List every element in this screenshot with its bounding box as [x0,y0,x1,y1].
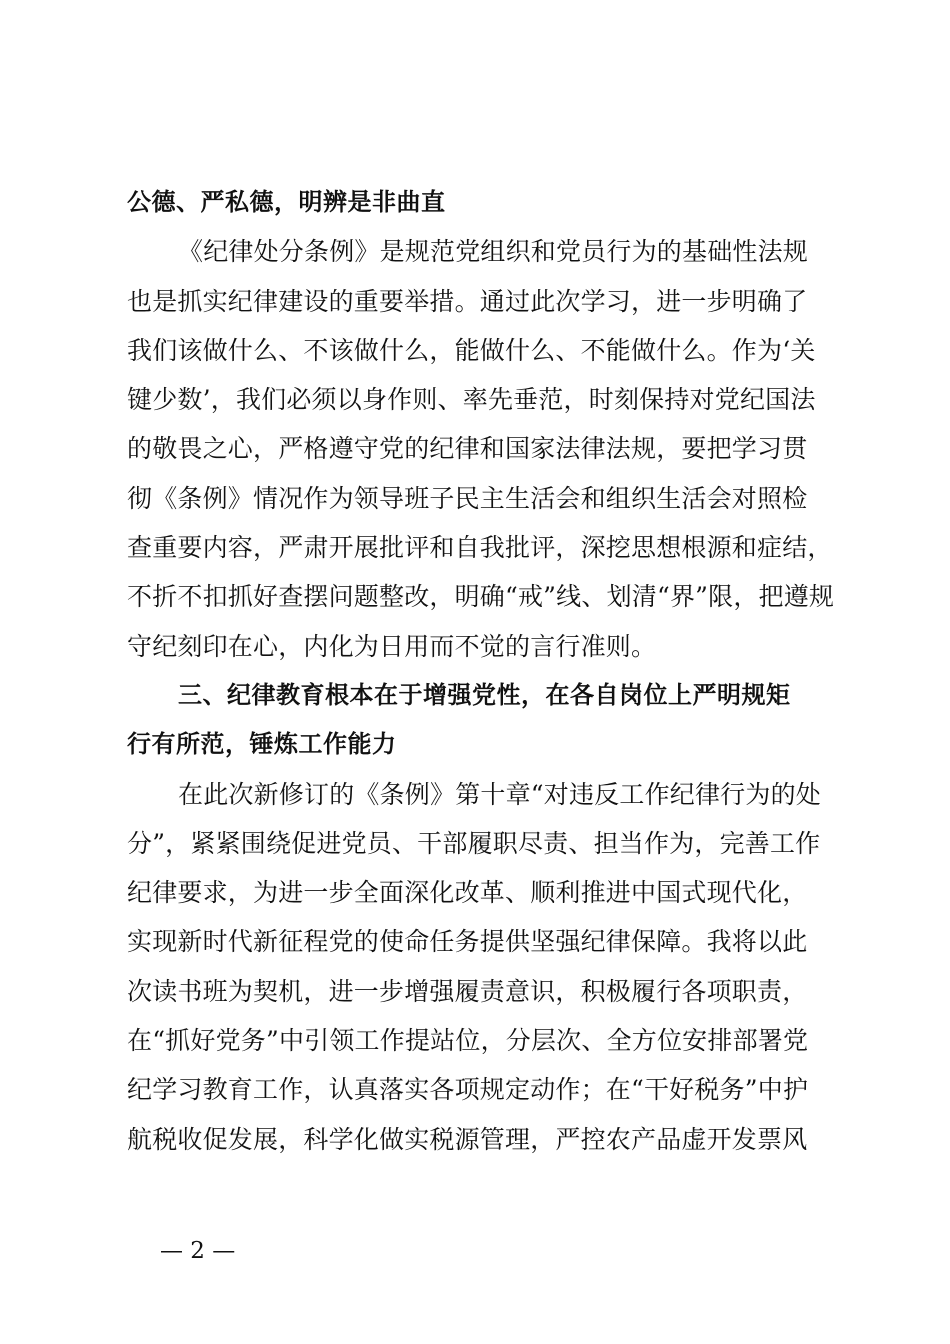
section-heading: 行有所范，锤炼工作能力 [127,730,397,759]
paragraph-line: 守纪刻印在心，内化为日用而不觉的言行准则。 [127,631,657,661]
paragraph-line: 彻《条例》情况作为领导班子民主生活会和组织生活会对照检 [127,483,808,513]
paragraph-line: 我们该做什么、不该做什么，能做什么、不能做什么。作为‘关 [127,335,816,365]
paragraph-line: 查重要内容，严肃开展批评和自我批评，深挖思想根源和症结， [127,533,833,563]
paragraph-line: 不折不扣抓好查摆问题整改，明确“戒”线、划清“界”限，把遵规 [127,582,835,612]
heading-continuation: 公德、严私德，明辨是非曲直 [127,188,446,216]
paragraph-line: 次读书班为契机，进一步增强履责意识，积极履行各项职责， [127,976,808,1006]
paragraph-line: 实现新时代新征程党的使命任务提供坚强纪律保障。我将以此 [127,927,808,957]
paragraph-line: 航税收促发展，科学化做实税源管理，严控农产品虚开发票风 [127,1124,808,1154]
paragraph-line: 在此次新修订的《条例》第十章“对违反工作纪律行为的处 [178,779,821,809]
paragraph-line: 的敬畏之心，严格遵守党的纪律和国家法律法规，要把学习贯 [127,434,808,464]
paragraph-line: 键少数’，我们必须以身作则、率先垂范，时刻保持对党纪国法 [127,385,816,415]
paragraph-line: 纪律要求，为进一步全面深化改革、顺利推进中国式现代化， [127,878,808,908]
paragraph-line: 也是抓实纪律建设的重要举措。通过此次学习，进一步明确了 [127,286,808,316]
page-number: — 2 — [160,1238,236,1264]
section-heading: 三、纪律教育根本在于增强党性，在各自岗位上严明规矩 [178,680,791,709]
paragraph-line: 分”，紧紧围绕促进党员、干部履职尽责、担当作为，完善工作 [127,828,821,858]
paragraph-line: 在“抓好党务”中引领工作提站位，分层次、全方位安排部署党 [127,1026,809,1056]
document-body [127,178,837,1164]
paragraph-line: 纪学习教育工作，认真落实各项规定动作；在“干好税务”中护 [127,1075,809,1105]
paragraph-line: 《纪律处分条例》是规范党组织和党员行为的基础性法规 [178,237,809,267]
